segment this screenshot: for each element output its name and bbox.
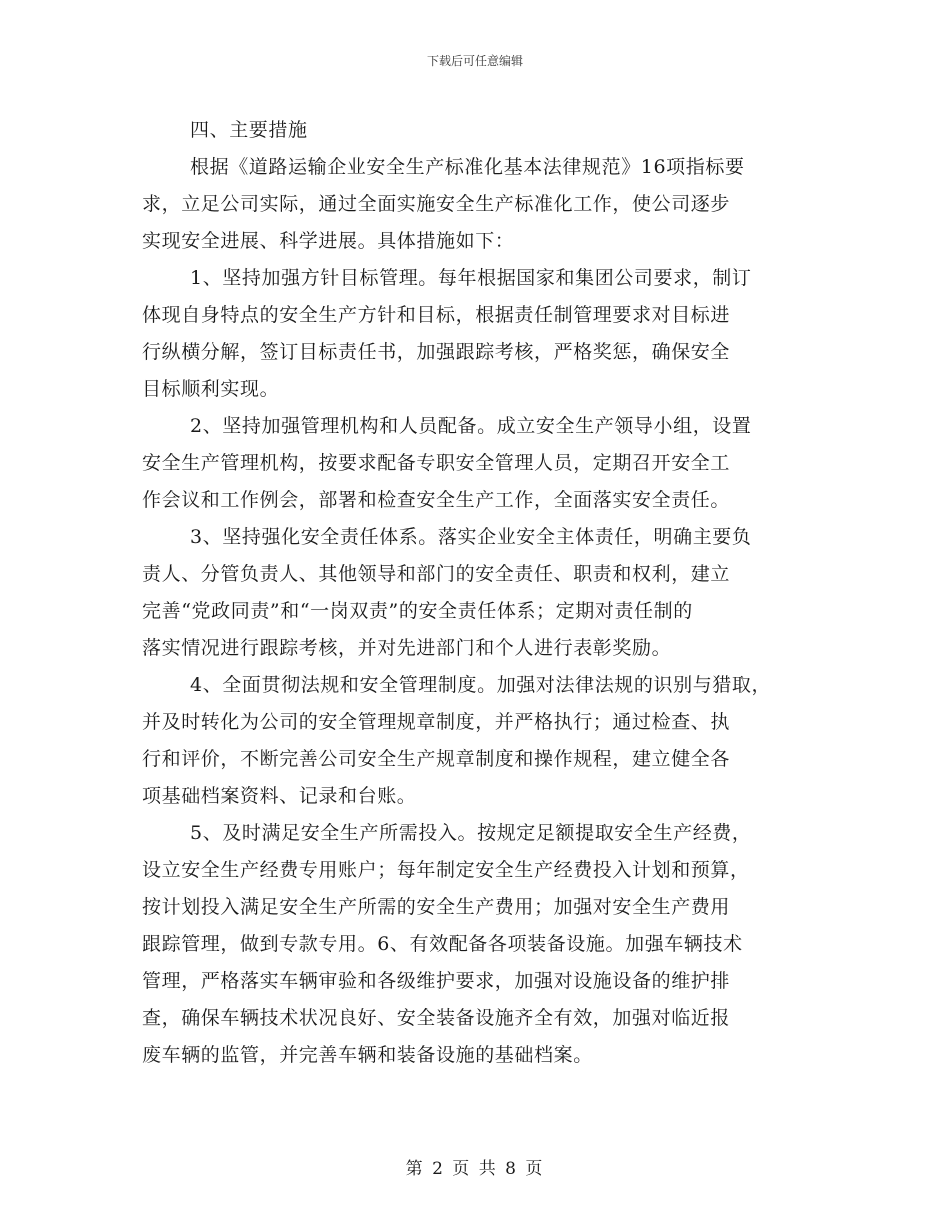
paragraph-line: 行和评价，不断完善公司安全生产规章制度和操作规程，建立健全各 — [142, 748, 731, 770]
paragraph-line: 责人、分管负责人、其他领导和部门的安全责任、职责和权利，建立 — [142, 563, 731, 585]
paragraph-line: 1、坚持加强方针目标管理。每年根据国家和集团公司要求，制订 — [190, 267, 752, 289]
paragraph-line: 安全生产管理机构，按要求配备专职安全管理人员，定期召开安全工 — [142, 452, 731, 474]
paragraph-line: 项基础档案资料、记录和台账。 — [142, 785, 417, 807]
paragraph-line: 体现自身特点的安全生产方针和目标，根据责任制管理要求对目标进 — [142, 304, 731, 326]
paragraph-line: 查，确保车辆技术状况良好、安全装备设施齐全有效，加强对临近报 — [142, 1007, 731, 1029]
document-body — [142, 112, 814, 1074]
paragraph-line: 作会议和工作例会，部署和检查安全生产工作，全面落实安全责任。 — [142, 489, 731, 511]
paragraph-line: 实现安全进展、科学进展。具体措施如下： — [142, 230, 515, 252]
paragraph-line: 完善“党政同责”和“一岗双责”的安全责任体系；定期对责任制的 — [142, 600, 693, 622]
paragraph-line: 行纵横分解，签订目标责任书，加强跟踪考核，严格奖惩，确保安全 — [142, 341, 731, 363]
paragraph-line: 目标顺利实现。 — [142, 378, 280, 400]
paragraph-line: 设立安全生产经费专用账户；每年制定安全生产经费投入计划和预算， — [142, 859, 750, 881]
paragraph-line: 废车辆的监管，并完善车辆和装备设施的基础档案。 — [142, 1044, 593, 1066]
paragraph-line: 落实情况进行跟踪考核，并对先进部门和个人进行表彰奖励。 — [142, 637, 672, 659]
paragraph-line: 根据《道路运输企业安全生产标准化基本法律规范》16项指标要 — [190, 156, 745, 178]
section-heading: 四、主要措施 — [190, 119, 308, 141]
paragraph-line: 管理，严格落实车辆审验和各级维护要求，加强对设施设备的维护排 — [142, 970, 731, 992]
paragraph-line: 求，立足公司实际，通过全面实施安全生产标准化工作，使公司逐步 — [142, 193, 731, 215]
paragraph-line: 5、及时满足安全生产所需投入。按规定足额提取安全生产经费， — [190, 822, 752, 844]
paragraph-line: 2、坚持加强管理机构和人员配备。成立安全生产领导小组，设置 — [190, 415, 752, 437]
page-number: 第 2 页 共 8 页 — [405, 1159, 545, 1179]
paragraph-line: 跟踪管理，做到专款专用。6、有效配备各项装备设施。加强车辆技术 — [142, 933, 743, 955]
paragraph-line: 4、全面贯彻法规和安全管理制度。加强对法律法规的识别与猎取， — [190, 674, 772, 696]
paragraph-line: 按计划投入满足安全生产所需的安全生产费用；加强对安全生产费用 — [142, 896, 731, 918]
page-header: 下载后可任意编辑 — [426, 54, 523, 68]
paragraph-line: 并及时转化为公司的安全管理规章制度，并严格执行；通过检查、执 — [142, 711, 731, 733]
paragraph-line: 3、坚持强化安全责任体系。落实企业安全主体责任，明确主要负 — [190, 526, 752, 548]
